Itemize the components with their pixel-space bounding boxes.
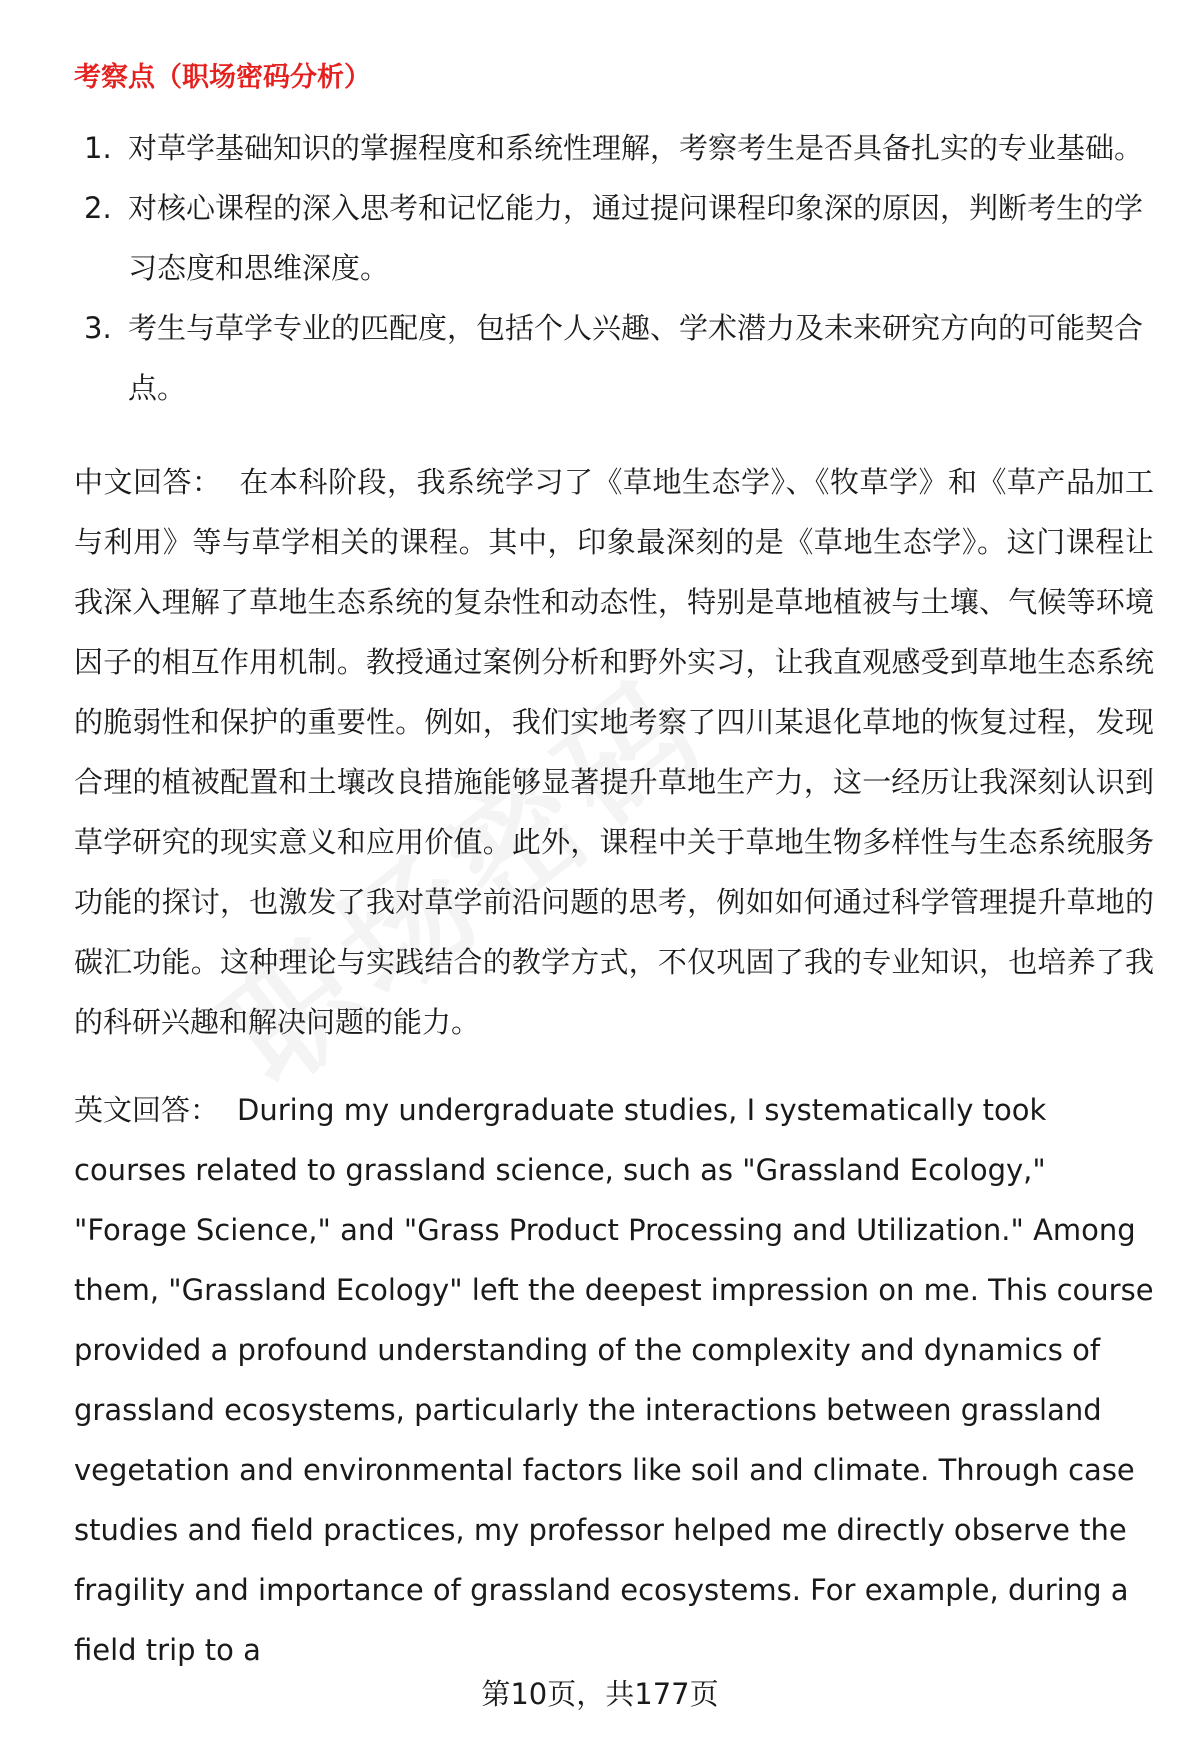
page-number-footer: 第10页，共177页 (481, 1677, 719, 1711)
list-item-number: 2. (84, 191, 112, 225)
english-answer-text: During my undergraduate studies, I systematically took courses related to grassland science, such as "Grassland Ecology," "Forage Science," and "Grass Product Processing and Utilization." Among them, "Grassland Ecology" left the deepest impression on me. This course provided a profound understanding of the complexity and dynamics of grassland ecosystems, particularly the interactions between grassland vegetation and environmental factors like soil and climate. Through case studies and field practices, my professor helped me directly observe the fragility and importance of grassland ecosystems. For example, during a field trip to a (74, 1093, 1154, 1667)
document-page (74, 58, 1154, 1680)
chinese-answer-paragraph (74, 452, 1154, 1052)
list-item-number: 1. (84, 131, 112, 165)
list-item-text: 对核心课程的深入思考和记忆能力，通过提问课程印象深的原因，判断考生的学习态度和思维深度。 (128, 191, 1144, 285)
assessment-points-list (74, 118, 1154, 418)
chinese-answer-text: 在本科阶段，我系统学习了《草地生态学》、《牧草学》和《草产品加工与利用》等与草学相关的课程。其中，印象最深刻的是《草地生态学》。这门课程让我深入理解了草地生态系统的复杂性和动态性，特别是草地植被与土壤、气候等环境因子的相互作用机制。教授通过案例分析和野外实习，让我直观感受到草地生态系统的脆弱性和保护的重要性。例如，我们实地考察了四川某退化草地的恢复过程，发现合理的植被配置和土壤改良措施能够显著提升草地生产力，这一经历让我深刻认识到草学研究的现实意义和应用价值。此外，课程中关于草地生物多样性与生态系统服务功能的探讨，也激发了我对草学前沿问题的思考，例如如何通过科学管理提升草地的碳汇功能。这种理论与实践结合的教学方式，不仅巩固了我的专业知识，也培养了我的科研兴趣和解决问题的能力。 (74, 465, 1154, 1039)
list-item (74, 118, 1154, 178)
list-item (74, 178, 1154, 298)
list-item-text: 对草学基础知识的掌握程度和系统性理解，考察考生是否具备扎实的专业基础。 (128, 131, 1144, 165)
section-title: 考察点（职场密码分析） (74, 62, 371, 93)
list-item (74, 298, 1154, 418)
chinese-answer-label: 中文回答： (74, 465, 222, 499)
list-item-text: 考生与草学专业的匹配度，包括个人兴趣、学术潜力及未来研究方向的可能契合点。 (128, 311, 1144, 405)
list-item-number: 3. (84, 311, 112, 345)
english-answer-label: 英文回答： (74, 1093, 220, 1127)
english-answer-paragraph (74, 1080, 1154, 1680)
